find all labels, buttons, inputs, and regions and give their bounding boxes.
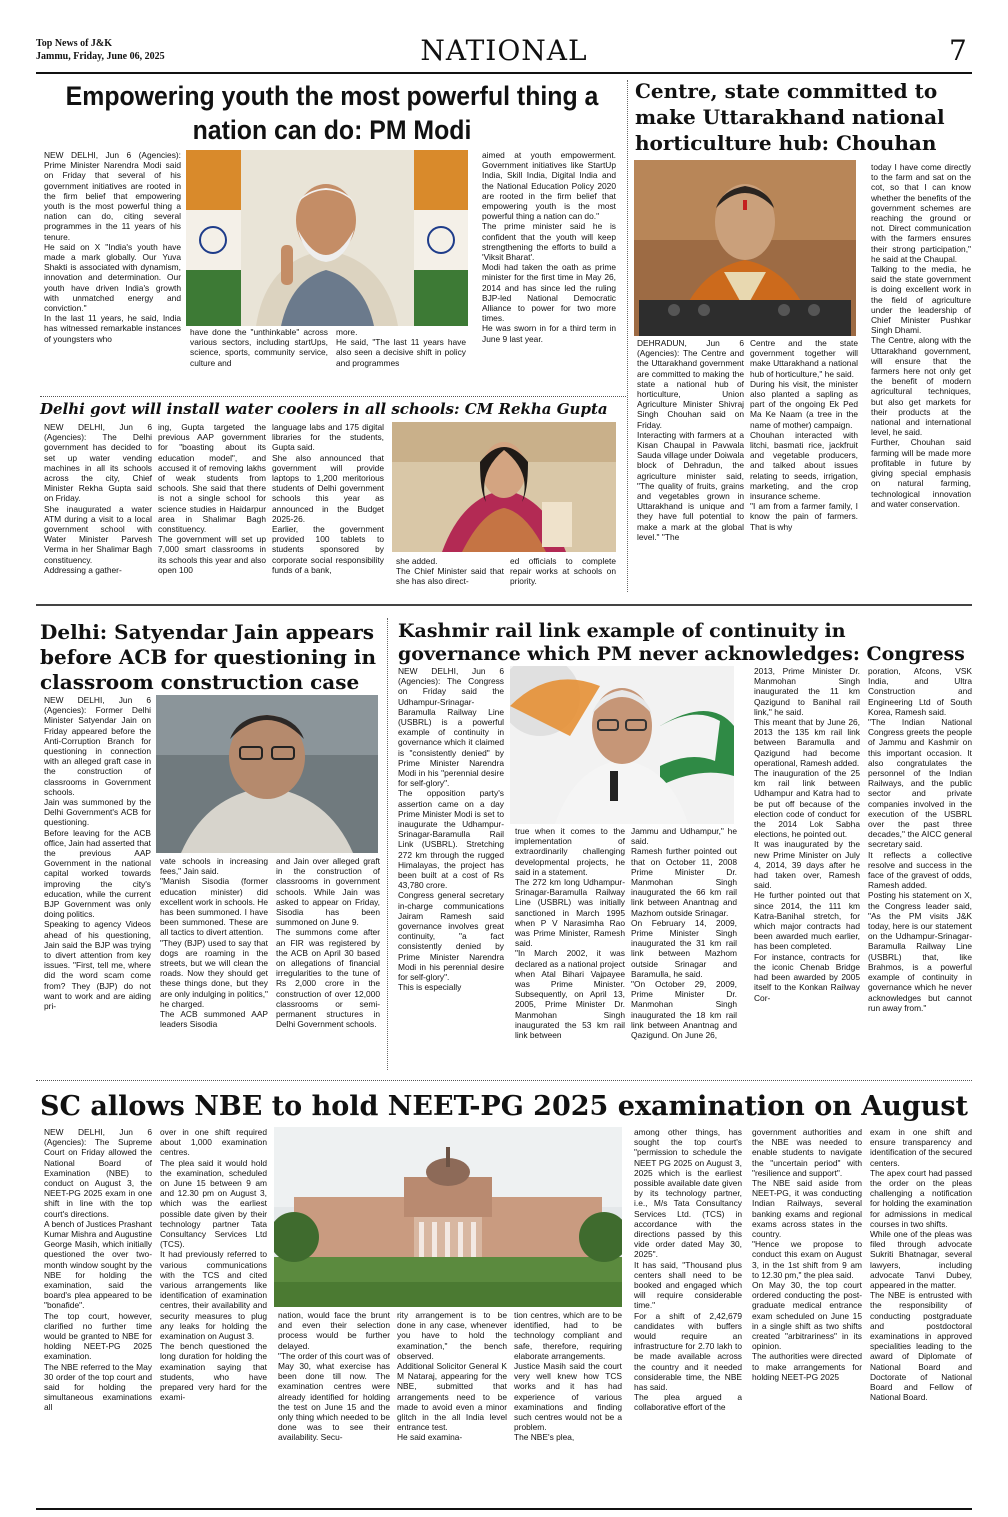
jairam-ramesh-photo (510, 666, 734, 824)
pm-modi-photo (186, 150, 468, 326)
a2-headline: Centre, state committed to make Uttarakhand national horticulture hub: Chouhan (635, 79, 945, 155)
page-number: 7 (949, 34, 967, 67)
masthead-paper-name: Top News of J&K (36, 38, 113, 49)
a3-col5: ed officials to complete repair works at schools on priority. (510, 556, 616, 587)
a6-col5: tion centres, which are to be identified, had to be technology compliant and safe, therefore, requiring elaborate arrangements. Justice Masih said the court very well knew how TCS works and it has had experience of various examinations and finding such centres would not be a problem. The NBE's plea, (514, 1310, 622, 1443)
a4-headline: Delhi: Satyendar Jain appears before ACB for questioning in classroom construction case (40, 620, 377, 694)
masthead-rule (36, 72, 972, 74)
a1-right-divider (627, 80, 628, 592)
a1-col2: have done the "unthinkable" across various sectors, including startUps, science, sports, community service, culture and (190, 327, 328, 368)
a6-col1: NEW DELHI, Jun 6 (Agencies): The Supreme Court on Friday allowed the National Board of Examination (NBE) to conduct on August 3, the NEET-PG 2025 exam in one shift in line with the top court's directions. A bench of Justices Prashant Kumar Mishra and Augustine George Masih, which initially questioned the over two-month window sought by the NBE for holding the examination, said the board's plea appeared to be "bonafide". The top court, however, clarified no further time would be granted to NBE for holding NEET-PG 2025 examination. The NBE referred to the May 30 order of the top court and said for holding the simultaneous examinations all (44, 1127, 152, 1413)
a2-col3: today I have come directly to the farm and sat on the cot, so that I can know whether the benefits of the government schemes are reaching the ground or not. Direct communication with the farmers ensures their strong participation," he said at the Chaupal. Talking to the media, he said the state government is doing excellent work in the field of agriculture under the leadership of Chief Minister Pushkar Singh Dhami. The Centre, along with the Uttarakhand government, will ensure that the farmers here not only get the benefit of modern agricultural techniques, but also get markets for their products at the national and international level, he said. Further, Chouhan said farming will be made more profitable in future by giving special emphasis on natural farming, technological innovation and water conservation. (871, 162, 971, 509)
a3-col2: ing, Gupta targeted the previous AAP government for "boasting about its education model", and accused it of removing lakhs of weak students from schools. She said that there is not a single school for science studies in Haidarpur area in Shalimar Bagh constituency. The government will set up 7,000 smart classrooms in its schools this year and also open 100 (158, 422, 266, 575)
masthead-dateline: Jammu, Friday, June 06, 2025 (36, 51, 165, 62)
a2-col1: DEHRADUN, Jun 6 (Agencies): The Centre and the Uttarakhand government are committed to making the state a national hub of horticulture, Union Agriculture Minister Shivraj Singh Chouhan said on Friday. Interacting with farmers at a Kisan Chaupal in Pavwala Sauda village under Doiwala block of Dehradun, the agriculture minister said, "The quality of fruits, grains and vegetables grown in Uttarakhand is unique and they have full potential to make a mark at the global level." "The (637, 338, 744, 542)
section-rule-1 (36, 604, 972, 606)
a6-col7: government authorities and the NBE was needed to enable students to navigate the "uncertain period" with "resilience and support". The NBE said aside from NEET-PG, it was conducting Indian Railways, several banking exams and regional exams across states in the country. "Hence we propose to conduct this exam on August 3, in the 1st shift from 9 am to 12.30 pm," the plea said. On May 30, the top court ordered conducting the post-graduate medical entrance exam scheduled on June 15 in a single shift as two shifts created "arbitrariness" in its opinion. The authorities were directed to make arrangements for holding NEET-PG 2025 (752, 1127, 862, 1382)
a3-top-rule (40, 396, 626, 397)
a5-col1: NEW DELHI, Jun 6 (Agencies): The Congress on Friday said the Udhampur-Srinagar-Baramulla Railway Line (USBRL) is a powerful example of continuity in governance which it claimed is "consistently denied" by Prime Minister Narendra Modi in his "perennial desire for self-glory". The opposition party's assertion came on a day Prime Minister Modi is set to inaugurate the Udhampur-Srinagar-Baramulla Rail Link (USBRL). Stretching 272 km through the rugged Himalayas, the project has been built at a cost of Rs 43,780 crore. Congress general secretary in-charge communications Jairam Ramesh said governance involves great continuity, "a fact consistently denied by Prime Minister Narendra Modi in his perennial desire for self-glory". This is especially (398, 666, 504, 993)
a3-col3: language labs and 175 digital libraries for the students, Gupta said. She also announced that government will provide laptops to 1,200 meritorious students of Delhi government schools this year as announced in the Budget 2025-26. Earlier, the government provided 100 tablets to students sponsored by corporate social responsibility funds of a bank, (272, 422, 384, 575)
a3-col1: NEW DELHI, Jun 6 (Agencies): The Delhi government has decided to set up water vending machines in all its schools across the city, Chief Minister Rekha Gupta said on Friday. She inaugurated a water ATM during a visit to a local government school with Water Minister Parvesh Verma in her Shalimar Bagh constituency. Addressing a gather- (44, 422, 152, 575)
satyendar-jain-photo (156, 695, 378, 853)
section-rule-2 (36, 1080, 972, 1081)
chouhan-photo (634, 160, 856, 336)
footer-rule (36, 1508, 972, 1510)
a6-col3: nation, would face the brunt and even their selection process would be further delayed. "The order of this court was of May 30, what exercise has been done till now. The examination centres were already identified for holding the test on June 15 and the only thing which needed to be done was to see their availability. Secu- (278, 1310, 390, 1443)
a1-headline: Empowering youth the most powerful thing a nation can do: PM Modi (65, 81, 599, 145)
a6-headline: SC allows NBE to hold NEET-PG 2025 examination on August (39, 1091, 969, 1122)
a4-right-divider (387, 618, 388, 1070)
a4-col1: NEW DELHI, Jun 6 (Agencies): Former Delhi Minister Satyendar Jain on Friday appeared before the Anti-Corruption Branch for questioning in connection with an alleged graft case in the construction of classrooms in Government schools. Jain was summoned by the Delhi Government's ACB for questioning. Before leaving for the ACB office, Jain had asserted that the previous AAP Government in the national capital worked towards improving the city's education, while the current BJP Government was only doing politics. Speaking to agency Videos ahead of his questioning, Jain said the BJP was trying to divert attention from key issues. "First, tell me, where did the word scam come from? They (BJP) do not want to work and are aiding pri- (44, 695, 151, 1012)
a6-col2: over in one shift required about 1,000 examination centres. The plea said it would hold the examination, scheduled on June 15 between 9 am and 12.30 pm on August 3, which was the earliest possible date given by their technology partner Tata Consultancy Services Ltd (TCS). It had previously referred to various communications with the TCS and cited various arrangements like identification of examination centres, their availability and security measures to plug any leaks for holding the examination on August 3. The bench questioned the long duration for holding the examination saying that students, who have prepared very hard for the exami- (160, 1127, 267, 1403)
a5-col3: Jammu and Udhampur," he said. Ramesh further pointed out that on October 11, 2008 Prime Minister Dr. Manmohan Singh inaugurated the 66 km rail link between Anantnag and Mazhom outside Srinagar. On February 14, 2009, Prime Minister Singh inaugurated the 31 km rail link between Mazhom outside Srinagar and Baramulla, he said. "On October 29, 2009, Prime Minister Dr. Manmohan Singh inaugurated the 18 km rail link between Anantnag and Qazigund. On June 26, (631, 826, 737, 1041)
a6-col8: exam in one shift and ensure transparency and identification of the secured centers. The apex court had passed the order on the pleas challenging a notification for holding the examination for admissions in medical courses in two shifts. While one of the pleas was filed through advocate Sukriti Bhatnagar, several lawyers, including advocate Tanvi Dubey, appeared in the matter. The NBE is entrusted with the responsibility of conducting postgraduate and postdoctoral examinations in approved specialities leading to the award of Diplomate of National Board and Doctorate of National Board and Fellow of National Board. (870, 1127, 972, 1403)
a5-col5: poration, Afcons, VSK India, and Ultra Construction and Engineering Ltd of South Korea, Ramesh said. "The Indian National Congress greets the people of Jammu and Kashmir on this important occasion. It also congratulates the personnel of the Indian Railways, and the public sector and private companies involved in the execution of the USBRL over the past three decades," the AICC general secretary said. It reflects a collective resolve and success in the face of the gravest of odds, Ramesh added. Posting his statement on X, the Congress leader said, "As the PM visits J&K today, here is our statement on the Udhampur-Srinagar-Baramulla Railway Line (USBRL) that, like Brahmos, is a powerful example of continuity in governance which he never acknowledges but cannot run away from." (868, 666, 972, 1013)
a1-col4: aimed at youth empowerment. Government initiatives like StartUp India, Skill India, Digital India and the National Education Policy 2020 are rooted in the firm belief that empowering youth is the most powerful thing a nation can do." The prime minister said he is confident that the youth will keep strengthening the efforts to build a 'Viksit Bharat'. Modi had taken the oath as prime minister for the first time in May 26, 2014 and has since led the ruling BJP-led National Democratic Alliance to power for two more times. He was sworn in for a third term in June 9 last year. (482, 150, 616, 344)
a4-col2: vate schools in increasing fees," Jain said. "Manish Sisodia (former education minister) did excellent work in schools. He has been summoned. I have been summoned. These are all tactics to divert attention. "They (BJP) used to say that dogs are roaming in the streets, but we will clean the roads. Now they should get these things done, but they are only indulging in politics," he charged. The ACB summoned AAP leaders Sisodia (160, 856, 268, 1030)
a6-col4: rity arrangement is to be done in any case, whenever you have to hold the examination," the bench observed. Additional Solicitor General K M Nataraj, appearing for the NBE, submitted that arrangements need to be made to avoid even a minor glitch in the all India level entrance test. He said examina- (397, 1310, 507, 1443)
a1-col1: NEW DELHI, Jun 6 (Agencies): Prime Minister Narendra Modi said on Friday that several of his government initiatives are rooted in the firm belief that empowering youth is the most powerful thing a nation can do, citing several programmes in the 11 years of his tenure. He said on X "India's youth have made a mark globally. Our Yuva Shakti is associated with dynamism, innovation and determination. Our youth have driven India's growth with unmatched energy and conviction." In the last 11 years, he said, India has witnessed remarkable instances of youngsters who (44, 150, 181, 344)
rekha-gupta-photo (392, 422, 616, 552)
supreme-court-photo (274, 1127, 622, 1307)
section-title: NATIONAL (420, 34, 588, 67)
a1-col3: more. He said, "The last 11 years have also seen a decisive shift in policy and programmes (336, 327, 466, 368)
a3-headline: Delhi govt will install water coolers in all schools: CM Rekha Gupta (40, 400, 608, 418)
a5-col4: 2013, Prime Minister Dr. Manmohan Singh inaugurated the 11 km Qazigund to Banihal rail link," he said. This meant that by June 26, 2013 the 135 km rail link between Baramulla and Qazigund had become operational, Ramesh added. The inauguration of the 25 km rail link between Udhampur and Katra had to be put off because of the election code of conduct for the 2014 Lok Sabha elections, he pointed out. It was inaugurated by the new Prime Minister on July 4, 2014, 39 days after he had taken over, Ramesh said. He further pointed out that since 2014, the 111 km Katra-Banihal stretch, for which major contracts had been awarded much earlier, has been completed. For instance, contracts for the iconic Chenab Bridge had been awarded by 2005 itself to the Konkan Railway Cor- (754, 666, 860, 1003)
a2-col2: Centre and the state government together will make Uttarakhand a national hub of horticulture," he said. During his visit, the minister also planted a sapling as part of the ongoing Ek Ped Ma Ke Naam (a tree in the name of mother) campaign. Chouhan interacted with litchi, basmati rice, jackfruit and vegetable producers, and talked about issues relating to seeds, irrigation, marketing, and the crop insurance scheme. "I am from a farmer family, I know the pain of farmers. That is why (750, 338, 858, 532)
a6-col6: among other things, has sought the top court's "permission to schedule the NEET PG 2025 on August 3, 2025 which is the earliest possible available date given by its technology partner, i.e., M/s Tata Consultancy Services Ltd. (TCS) in accordance with the directions passed by this vide order dated May 30, 2025". It has said, "Thousand plus centers shall need to be booked and engaged which will require considerable time." For a shift of 2,42,679 candidates with buffers would require an infrastructure for 2.70 lakh to be made available across the country and it needed considerable time, the NBE has said. The plea argued a collaborative effort of the (634, 1127, 742, 1413)
a3-col4: she added. The Chief Minister said that she has also direct- (396, 556, 504, 587)
a4-col3: and Jain over alleged graft in the construction of classrooms in government schools. While Jain was asked to appear on Friday, Sisodia has been summoned on June 9. The summons come after an FIR was registered by the ACB on April 30 based on allegations of financial irregularities to the tune of Rs 2,000 crore in the construction of over 12,000 classrooms or semi-permanent structures in Delhi Government schools. (276, 856, 380, 1030)
a5-col2: true when it comes to the implementation of extraordinarily challenging developmental projects, he said in a statement. The 272 km long Udhampur-Srinagar-Baramulla Railway Line (USBRL) was initially sanctioned in March 1995 when P V Narasimha Rao was Prime Minister, Ramesh said. "In March 2002, it was declared as a national project when Atal Bihari Vajpayee was Prime Minister. Subsequently, on April 13, 2005, Prime Minister Dr. Manmohan Singh inaugurated the 53 km rail link between (515, 826, 625, 1041)
a5-headline: Kashmir rail link example of continuity in governance which PM never acknowledges: Congress (398, 620, 965, 665)
